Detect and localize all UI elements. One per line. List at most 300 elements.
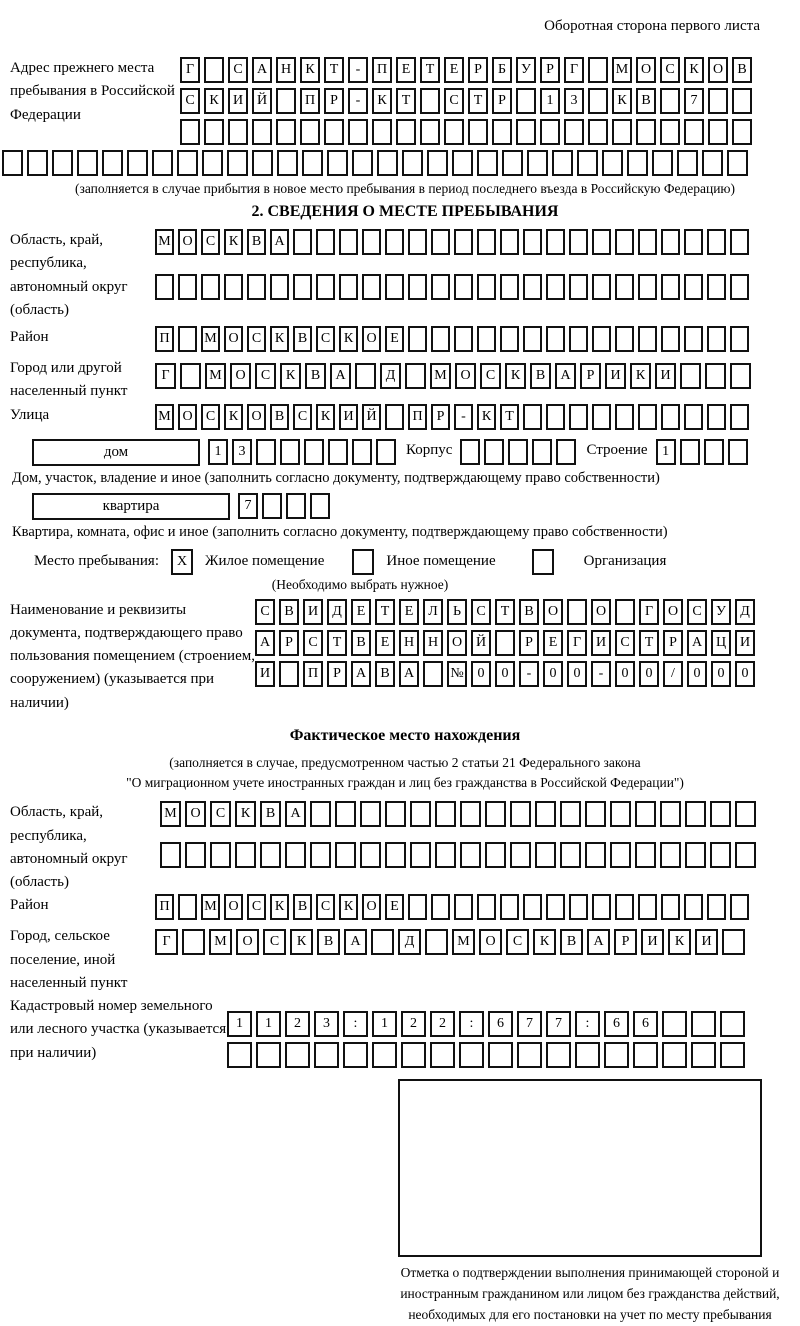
char-cell[interactable] [362, 274, 381, 300]
char-cell[interactable]: К [290, 929, 313, 955]
char-cell[interactable]: О [224, 326, 243, 352]
char-cell[interactable]: К [300, 57, 320, 83]
char-cell[interactable] [661, 326, 680, 352]
char-cell[interactable]: Р [279, 630, 299, 656]
char-cell[interactable] [227, 150, 248, 176]
char-cell[interactable] [500, 274, 519, 300]
char-cell[interactable]: М [160, 801, 181, 827]
char-cell[interactable]: А [270, 229, 289, 255]
char-cell[interactable]: А [252, 57, 272, 83]
char-cell[interactable]: Р [614, 929, 637, 955]
char-cell[interactable] [691, 1042, 716, 1068]
char-cell[interactable]: Т [639, 630, 659, 656]
char-cell[interactable] [285, 1042, 310, 1068]
char-cell[interactable]: И [655, 363, 676, 389]
char-cell[interactable] [638, 404, 657, 430]
char-cell[interactable] [732, 119, 752, 145]
char-cell[interactable] [420, 88, 440, 114]
char-cell[interactable]: В [375, 661, 395, 687]
char-cell[interactable]: К [224, 404, 243, 430]
char-cell[interactable] [500, 894, 519, 920]
char-cell[interactable]: К [477, 404, 496, 430]
char-cell[interactable]: Г [180, 57, 200, 83]
char-cell[interactable] [527, 150, 548, 176]
char-cell[interactable] [732, 88, 752, 114]
char-cell[interactable] [638, 274, 657, 300]
char-cell[interactable] [710, 801, 731, 827]
char-cell[interactable]: Р [580, 363, 601, 389]
char-cell[interactable] [569, 326, 588, 352]
char-cell[interactable]: К [630, 363, 651, 389]
char-cell[interactable]: 0 [495, 661, 515, 687]
char-cell[interactable] [270, 274, 289, 300]
char-cell[interactable]: № [447, 661, 467, 687]
char-cell[interactable]: В [305, 363, 326, 389]
char-cell[interactable]: И [228, 88, 248, 114]
char-cell[interactable] [160, 842, 181, 868]
char-cell[interactable]: Р [540, 57, 560, 83]
char-cell[interactable]: 7 [238, 493, 258, 519]
char-cell[interactable] [485, 801, 506, 827]
char-cell[interactable] [517, 1042, 542, 1068]
char-cell[interactable]: А [399, 661, 419, 687]
char-cell[interactable]: И [339, 404, 358, 430]
char-cell[interactable] [335, 842, 356, 868]
char-cell[interactable] [702, 150, 723, 176]
char-cell[interactable] [408, 894, 427, 920]
char-cell[interactable] [454, 229, 473, 255]
char-cell[interactable] [362, 229, 381, 255]
char-cell[interactable] [348, 119, 368, 145]
char-cell[interactable] [680, 363, 701, 389]
char-cell[interactable] [546, 1042, 571, 1068]
char-cell[interactable]: М [452, 929, 475, 955]
char-cell[interactable] [615, 599, 635, 625]
char-cell[interactable] [546, 326, 565, 352]
char-cell[interactable]: О [447, 630, 467, 656]
char-cell[interactable] [204, 57, 224, 83]
char-cell[interactable] [677, 150, 698, 176]
char-cell[interactable] [280, 439, 300, 465]
char-cell[interactable]: Ц [711, 630, 731, 656]
char-cell[interactable]: 0 [735, 661, 755, 687]
char-cell[interactable]: К [339, 326, 358, 352]
char-cell[interactable]: С [201, 404, 220, 430]
char-cell[interactable] [684, 229, 703, 255]
char-cell[interactable]: Н [423, 630, 443, 656]
char-cell[interactable]: В [560, 929, 583, 955]
char-cell[interactable]: Д [327, 599, 347, 625]
char-cell[interactable]: - [519, 661, 539, 687]
char-cell[interactable] [454, 326, 473, 352]
char-cell[interactable]: - [348, 88, 368, 114]
char-cell[interactable] [652, 150, 673, 176]
char-cell[interactable] [569, 274, 588, 300]
char-cell[interactable] [523, 326, 542, 352]
char-cell[interactable] [204, 119, 224, 145]
char-cell[interactable] [435, 842, 456, 868]
char-cell[interactable] [500, 326, 519, 352]
char-cell[interactable]: Е [385, 894, 404, 920]
char-cell[interactable]: С [255, 363, 276, 389]
char-cell[interactable] [720, 1042, 745, 1068]
char-cell[interactable] [585, 842, 606, 868]
char-cell[interactable] [660, 119, 680, 145]
char-cell[interactable] [276, 88, 296, 114]
char-cell[interactable] [684, 326, 703, 352]
char-cell[interactable] [224, 274, 243, 300]
char-cell[interactable]: 7 [546, 1011, 571, 1037]
char-cell[interactable] [523, 229, 542, 255]
char-cell[interactable] [540, 119, 560, 145]
char-cell[interactable] [569, 894, 588, 920]
char-cell[interactable] [569, 229, 588, 255]
char-cell[interactable] [516, 88, 536, 114]
char-cell[interactable]: Г [567, 630, 587, 656]
char-cell[interactable]: П [372, 57, 392, 83]
char-cell[interactable] [371, 929, 394, 955]
char-cell[interactable] [401, 1042, 426, 1068]
char-cell[interactable] [277, 150, 298, 176]
char-cell[interactable] [252, 150, 273, 176]
char-cell[interactable]: Б [492, 57, 512, 83]
char-cell[interactable] [477, 274, 496, 300]
char-cell[interactable]: П [408, 404, 427, 430]
char-cell[interactable] [516, 119, 536, 145]
char-cell[interactable]: Е [351, 599, 371, 625]
char-cell[interactable] [707, 326, 726, 352]
char-cell[interactable] [339, 274, 358, 300]
char-cell[interactable] [707, 894, 726, 920]
char-cell[interactable]: Н [276, 57, 296, 83]
char-cell[interactable] [477, 150, 498, 176]
char-cell[interactable] [420, 119, 440, 145]
char-cell[interactable]: Д [398, 929, 421, 955]
char-cell[interactable] [610, 801, 631, 827]
char-cell[interactable] [431, 229, 450, 255]
char-cell[interactable] [155, 274, 174, 300]
char-cell[interactable] [402, 150, 423, 176]
char-cell[interactable]: И [591, 630, 611, 656]
char-cell[interactable]: 1 [656, 439, 676, 465]
char-cell[interactable] [180, 119, 200, 145]
char-cell[interactable] [468, 119, 488, 145]
char-cell[interactable]: - [454, 404, 473, 430]
char-cell[interactable] [227, 1042, 252, 1068]
char-cell[interactable] [431, 894, 450, 920]
char-cell[interactable] [510, 801, 531, 827]
char-cell[interactable] [728, 439, 748, 465]
char-cell[interactable] [77, 150, 98, 176]
char-cell[interactable] [260, 842, 281, 868]
char-cell[interactable] [178, 274, 197, 300]
char-cell[interactable] [484, 439, 504, 465]
char-cell[interactable]: Е [444, 57, 464, 83]
char-cell[interactable] [569, 404, 588, 430]
char-cell[interactable]: 2 [285, 1011, 310, 1037]
char-cell[interactable] [427, 150, 448, 176]
char-cell[interactable]: Р [324, 88, 344, 114]
char-cell[interactable] [459, 1042, 484, 1068]
char-cell[interactable] [708, 119, 728, 145]
char-cell[interactable] [535, 801, 556, 827]
char-cell[interactable] [705, 363, 726, 389]
char-cell[interactable]: К [612, 88, 632, 114]
char-cell[interactable]: Г [639, 599, 659, 625]
char-cell[interactable] [376, 439, 396, 465]
char-cell[interactable] [396, 119, 416, 145]
char-cell[interactable] [202, 150, 223, 176]
char-cell[interactable] [405, 363, 426, 389]
char-cell[interactable]: А [587, 929, 610, 955]
char-cell[interactable]: Р [519, 630, 539, 656]
char-cell[interactable] [685, 842, 706, 868]
char-cell[interactable] [328, 439, 348, 465]
char-cell[interactable] [638, 894, 657, 920]
char-cell[interactable]: В [636, 88, 656, 114]
char-cell[interactable] [477, 326, 496, 352]
char-cell[interactable]: Й [362, 404, 381, 430]
char-cell[interactable] [615, 894, 634, 920]
char-cell[interactable]: А [344, 929, 367, 955]
char-cell[interactable]: И [303, 599, 323, 625]
char-cell[interactable]: С [255, 599, 275, 625]
char-cell[interactable] [610, 842, 631, 868]
char-cell[interactable] [592, 274, 611, 300]
char-cell[interactable]: И [735, 630, 755, 656]
char-cell[interactable] [454, 894, 473, 920]
char-cell[interactable] [293, 274, 312, 300]
char-cell[interactable] [335, 801, 356, 827]
char-cell[interactable] [602, 150, 623, 176]
char-cell[interactable]: С [615, 630, 635, 656]
char-cell[interactable]: М [612, 57, 632, 83]
char-cell[interactable]: М [205, 363, 226, 389]
char-cell[interactable] [279, 661, 299, 687]
char-cell[interactable] [546, 894, 565, 920]
char-cell[interactable] [431, 274, 450, 300]
char-cell[interactable]: Е [396, 57, 416, 83]
char-cell[interactable] [435, 801, 456, 827]
char-cell[interactable] [523, 894, 542, 920]
char-cell[interactable]: К [235, 801, 256, 827]
char-cell[interactable] [372, 1042, 397, 1068]
char-cell[interactable]: Н [399, 630, 419, 656]
char-cell[interactable] [372, 119, 392, 145]
char-cell[interactable]: А [330, 363, 351, 389]
char-cell[interactable]: Т [327, 630, 347, 656]
char-cell[interactable]: К [280, 363, 301, 389]
char-cell[interactable] [722, 929, 745, 955]
char-cell[interactable] [460, 842, 481, 868]
char-cell[interactable] [201, 274, 220, 300]
char-cell[interactable] [662, 1011, 687, 1037]
char-cell[interactable] [500, 229, 519, 255]
char-cell[interactable]: О [362, 326, 381, 352]
char-cell[interactable] [592, 894, 611, 920]
char-cell[interactable] [502, 150, 523, 176]
char-cell[interactable]: 3 [314, 1011, 339, 1037]
char-cell[interactable]: С [201, 229, 220, 255]
char-cell[interactable]: О [663, 599, 683, 625]
char-cell[interactable]: Е [385, 326, 404, 352]
char-cell[interactable]: К [668, 929, 691, 955]
char-cell[interactable] [410, 801, 431, 827]
char-cell[interactable]: С [293, 404, 312, 430]
char-cell[interactable] [355, 363, 376, 389]
char-cell[interactable]: Д [735, 599, 755, 625]
char-cell[interactable] [661, 229, 680, 255]
char-cell[interactable]: А [555, 363, 576, 389]
char-cell[interactable] [316, 274, 335, 300]
char-cell[interactable]: Т [495, 599, 515, 625]
char-cell[interactable] [662, 1042, 687, 1068]
char-cell[interactable] [523, 404, 542, 430]
char-cell[interactable]: 0 [711, 661, 731, 687]
char-cell[interactable] [310, 493, 330, 519]
char-cell[interactable] [286, 493, 306, 519]
char-cell[interactable] [310, 801, 331, 827]
char-cell[interactable]: - [348, 57, 368, 83]
char-cell[interactable] [615, 274, 634, 300]
char-cell[interactable] [300, 119, 320, 145]
char-cell[interactable]: В [530, 363, 551, 389]
char-cell[interactable] [552, 150, 573, 176]
char-cell[interactable]: Л [423, 599, 443, 625]
char-cell[interactable]: 6 [488, 1011, 513, 1037]
char-cell[interactable] [684, 119, 704, 145]
char-cell[interactable]: К [270, 894, 289, 920]
char-cell[interactable]: Е [375, 630, 395, 656]
char-cell[interactable] [408, 274, 427, 300]
char-cell[interactable]: 6 [604, 1011, 629, 1037]
char-cell[interactable]: В [260, 801, 281, 827]
char-cell[interactable]: 0 [639, 661, 659, 687]
char-cell[interactable] [615, 404, 634, 430]
char-cell[interactable]: С [480, 363, 501, 389]
char-cell[interactable] [256, 439, 276, 465]
char-cell[interactable]: В [293, 326, 312, 352]
char-cell[interactable] [575, 1042, 600, 1068]
char-cell[interactable] [477, 894, 496, 920]
char-cell[interactable]: 3 [232, 439, 252, 465]
char-cell[interactable] [556, 439, 576, 465]
char-cell[interactable] [210, 842, 231, 868]
char-cell[interactable] [707, 274, 726, 300]
checkbox-other-premises[interactable] [352, 549, 374, 575]
char-cell[interactable]: 1 [208, 439, 228, 465]
char-cell[interactable] [360, 801, 381, 827]
char-cell[interactable]: В [247, 229, 266, 255]
char-cell[interactable] [343, 1042, 368, 1068]
char-cell[interactable]: 0 [567, 661, 587, 687]
char-cell[interactable]: О [247, 404, 266, 430]
char-cell[interactable] [661, 894, 680, 920]
char-cell[interactable]: С [263, 929, 286, 955]
char-cell[interactable] [385, 229, 404, 255]
char-cell[interactable] [588, 88, 608, 114]
char-cell[interactable] [684, 404, 703, 430]
char-cell[interactable]: О [178, 404, 197, 430]
char-cell[interactable] [235, 842, 256, 868]
char-cell[interactable]: П [300, 88, 320, 114]
char-cell[interactable]: О [224, 894, 243, 920]
char-cell[interactable] [247, 274, 266, 300]
char-cell[interactable] [178, 894, 197, 920]
char-cell[interactable]: П [155, 326, 174, 352]
char-cell[interactable] [720, 1011, 745, 1037]
char-cell[interactable]: С [687, 599, 707, 625]
char-cell[interactable]: 7 [684, 88, 704, 114]
char-cell[interactable]: Т [420, 57, 440, 83]
char-cell[interactable] [735, 842, 756, 868]
char-cell[interactable] [535, 842, 556, 868]
char-cell[interactable]: И [695, 929, 718, 955]
char-cell[interactable]: С [444, 88, 464, 114]
char-cell[interactable]: С [210, 801, 231, 827]
char-cell[interactable]: Т [396, 88, 416, 114]
char-cell[interactable] [454, 274, 473, 300]
char-cell[interactable] [684, 274, 703, 300]
char-cell[interactable]: / [663, 661, 683, 687]
char-cell[interactable]: О [230, 363, 251, 389]
char-cell[interactable] [444, 119, 464, 145]
char-cell[interactable]: И [641, 929, 664, 955]
char-cell[interactable]: Д [380, 363, 401, 389]
char-cell[interactable] [52, 150, 73, 176]
char-cell[interactable] [285, 842, 306, 868]
char-cell[interactable]: К [204, 88, 224, 114]
char-cell[interactable]: С [506, 929, 529, 955]
char-cell[interactable]: Р [327, 661, 347, 687]
char-cell[interactable] [452, 150, 473, 176]
char-cell[interactable] [708, 88, 728, 114]
char-cell[interactable]: С [316, 894, 335, 920]
char-cell[interactable] [485, 842, 506, 868]
char-cell[interactable]: У [516, 57, 536, 83]
char-cell[interactable] [27, 150, 48, 176]
char-cell[interactable] [385, 404, 404, 430]
char-cell[interactable] [585, 801, 606, 827]
char-cell[interactable] [185, 842, 206, 868]
char-cell[interactable]: - [591, 661, 611, 687]
char-cell[interactable]: О [708, 57, 728, 83]
char-cell[interactable]: П [303, 661, 323, 687]
char-cell[interactable] [302, 150, 323, 176]
char-cell[interactable]: Т [324, 57, 344, 83]
char-cell[interactable] [256, 1042, 281, 1068]
char-cell[interactable]: В [317, 929, 340, 955]
char-cell[interactable]: Т [468, 88, 488, 114]
char-cell[interactable]: С [303, 630, 323, 656]
char-cell[interactable] [730, 229, 749, 255]
char-cell[interactable]: С [180, 88, 200, 114]
char-cell[interactable]: В [732, 57, 752, 83]
char-cell[interactable] [638, 326, 657, 352]
char-cell[interactable] [523, 274, 542, 300]
char-cell[interactable]: О [362, 894, 381, 920]
char-cell[interactable]: К [533, 929, 556, 955]
char-cell[interactable] [588, 57, 608, 83]
char-cell[interactable] [635, 842, 656, 868]
char-cell[interactable]: К [224, 229, 243, 255]
char-cell[interactable]: И [255, 661, 275, 687]
char-cell[interactable]: О [636, 57, 656, 83]
char-cell[interactable]: Р [468, 57, 488, 83]
char-cell[interactable]: С [228, 57, 248, 83]
char-cell[interactable] [588, 119, 608, 145]
char-cell[interactable] [102, 150, 123, 176]
